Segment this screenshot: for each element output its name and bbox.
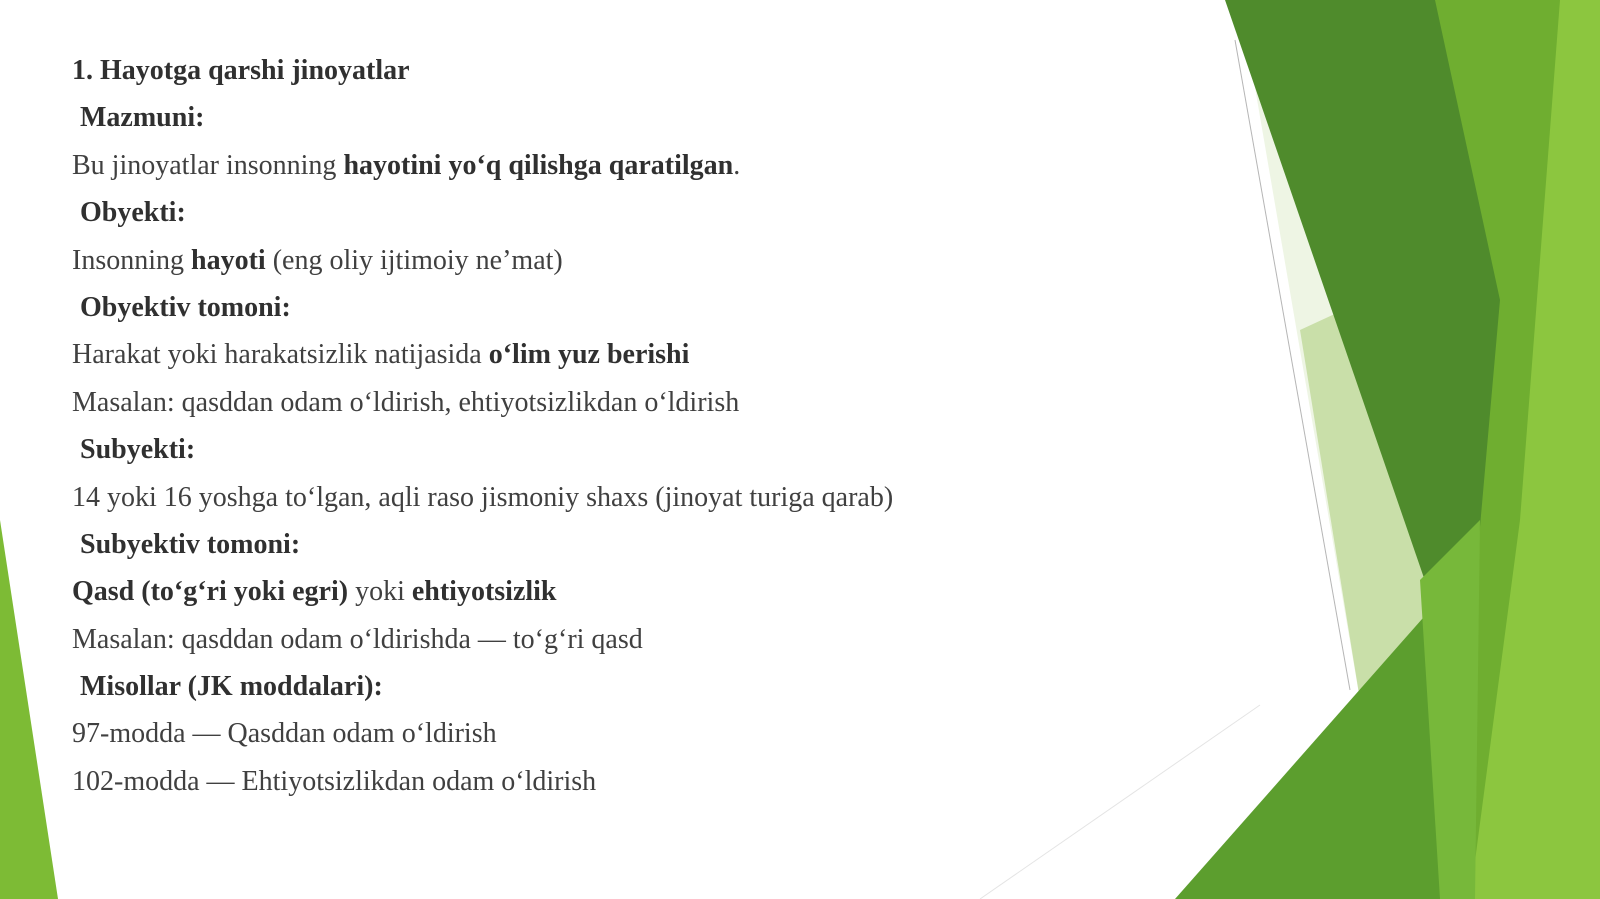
text-bold: o‘lim yuz berishi	[488, 339, 690, 371]
example-subyektiv: Masalan: qasddan odam o‘ldirishda — to‘g‘ri qasd	[72, 623, 643, 655]
text-obyekti	[72, 237, 1172, 284]
text-plain: (eng oliy ijtimoiy ne’mat)	[265, 244, 563, 276]
text-plain: yoki	[348, 576, 412, 608]
text-subyektiv	[72, 568, 1172, 615]
left-green-strip	[0, 520, 58, 899]
heading-obyekti: Obyekti:	[80, 197, 186, 229]
heading-misollar: Misollar (JK moddalari):	[80, 671, 383, 703]
text-bold: hayotini yo‘q qilishga qaratilgan	[343, 149, 734, 181]
example-obyektiv: Masalan: qasddan odam o‘ldirish, ehtiyotsizlikdan o‘ldirish	[72, 386, 740, 418]
text-bold: ehtiyotsizlik	[411, 576, 557, 608]
slide-title: 1. Hayotga qarshi jinoyatlar	[72, 55, 410, 86]
text-bold: hayoti	[191, 244, 266, 276]
text-plain: Insonning	[72, 244, 191, 276]
text-obyektiv	[72, 331, 1172, 378]
list-item-article-97: 97-modda — Qasddan odam o‘ldirish	[72, 718, 497, 750]
heading-obyektiv: Obyektiv tomoni:	[80, 291, 291, 323]
slide-content	[72, 47, 1172, 805]
heading-subyekti: Subyekti:	[80, 434, 196, 466]
heading-subyektiv: Subyektiv tomoni:	[80, 528, 301, 560]
text-bold: Qasd (to‘g‘ri yoki egri)	[72, 576, 349, 608]
heading-mazmuni: Mazmuni:	[80, 102, 205, 134]
text-mazmuni	[72, 142, 1172, 189]
list-item-article-102: 102-modda — Ehtiyotsizlikdan odam o‘ldirish	[72, 765, 597, 797]
text-plain: Harakat yoki harakatsizlik natijasida	[72, 339, 489, 371]
text-subyekti: 14 yoki 16 yoshga to‘lgan, aqli raso jismoniy shaxs (jinoyat turiga qarab)	[72, 481, 894, 513]
text-plain: .	[733, 149, 741, 181]
text-plain: Bu jinoyatlar insonning	[72, 149, 344, 181]
